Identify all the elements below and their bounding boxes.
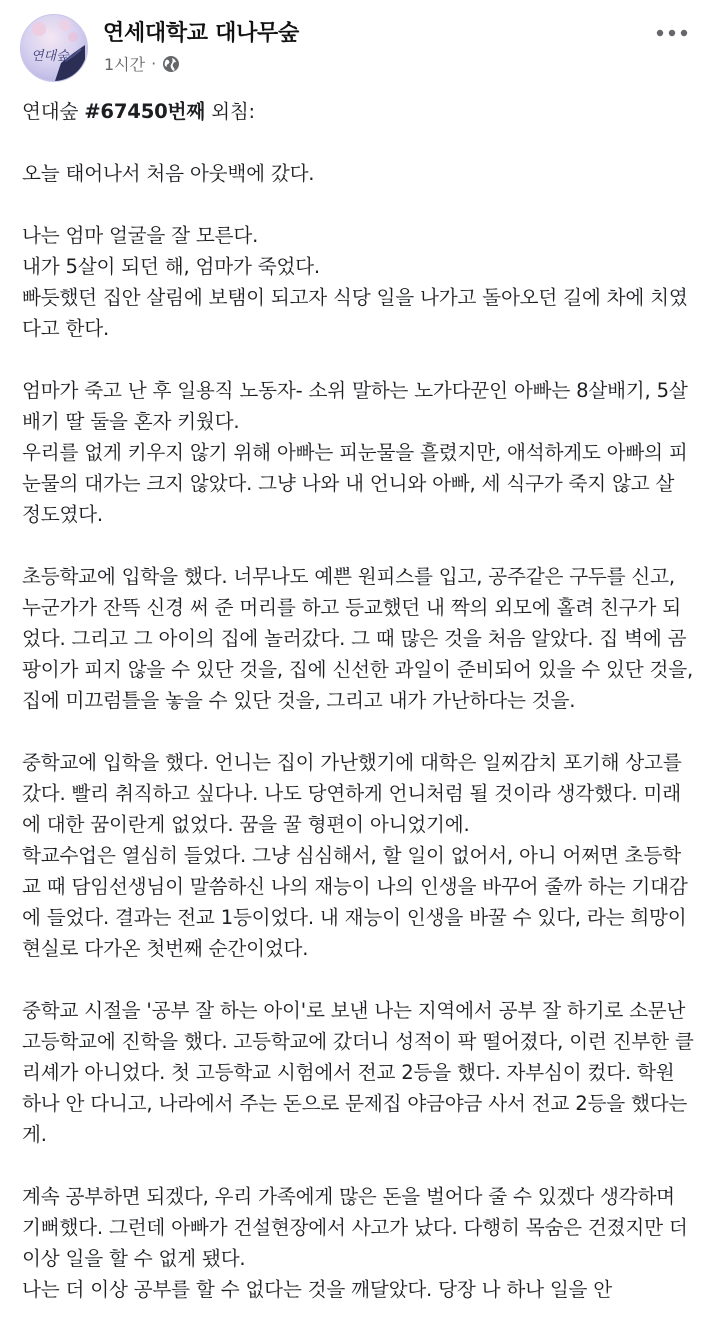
post-number-hashtag[interactable]: #67450번째: [84, 100, 206, 123]
post-line: 우리를 없게 키우지 않기 위해 아빠는 피눈물을 흘렸지만, 애석하게도 아빠의 피눈물의 대가는 크지 않았다. 그냥 나와 내 언니와 아빠, 세 식구가 죽지 않고 살 정도였다.: [22, 441, 688, 526]
post-body: [22, 96, 694, 1332]
post-line: 나는 엄마 얼굴을 잘 모른다.: [22, 224, 259, 247]
post-line: 오늘 태어나서 처음 아웃백에 갔다.: [22, 162, 315, 185]
post-paragraph: [22, 561, 694, 716]
post-line: 빠듯했던 집안 살림에 보탬이 되고자 식당 일을 나가고 돌아오던 길에 차에 치였다고 한다.: [22, 286, 688, 340]
post-paragraph: [22, 747, 694, 964]
post-line: 내가 5살이 되던 해, 엄마가 죽었다.: [22, 255, 320, 278]
avatar-text: 연대숲: [31, 49, 69, 64]
post-line: 중학교에 입학을 했다. 언니는 집이 가난했기에 대학은 일찌감치 포기해 상고를 갔다. 빨리 취직하고 싶다나. 나도 당연하게 언니처럼 될 것이라 생각했다. 미래에 대한 꿈이란게 없었다. 꿈을 꿀 형편이 아니었기에.: [22, 751, 682, 836]
post-paragraph: [22, 220, 694, 344]
post-paragraphs: [22, 158, 694, 1305]
page-name[interactable]: 연세대학교 대나무숲: [103, 21, 299, 46]
post-line: 초등학교에 입학을 했다. 너무나도 예쁜 원피스를 입고, 공주같은 구두를 신고, 누군가가 잔뜩 신경 써 준 머리를 하고 등교했던 내 짝의 외모에 홀려 친구가 되었다. 그리고 그 아이의 집에 놀러갔다. 그 때 많은 것을 처음 알았다. 집 벽에 곰팡이가 피지 않을 수 있단 것을, 집에 신선한 과일이 준비되어 있을 수 있단 것을, 집에 미끄럼틀을 놓을 수 있단 것을, 그리고 내가 가난하다는 것을.: [22, 565, 693, 712]
more-horizontal-icon: [656, 29, 688, 37]
post-line: 계속 공부하면 되겠다, 우리 가족에게 많은 돈을 벌어다 줄 수 있겠다 생각하며 기뻐했다. 그런데 아빠가 건설현장에서 사고가 났다. 다행히 목숨은 건졌지만 더 이상 일을 할 수 없게 됐다.: [22, 1185, 688, 1270]
post-title: [22, 96, 694, 127]
post-header: [0, 0, 710, 88]
post-paragraph: [22, 1181, 694, 1305]
post-time[interactable]: 1시간: [104, 55, 146, 74]
meta-separator: ·: [151, 54, 157, 73]
post-meta: [104, 52, 181, 75]
post-title-suffix: 외침:: [205, 100, 255, 123]
post-line: 나는 더 이상 공부를 할 수 없다는 것을 깨달았다. 당장 나 하나 일을 안: [22, 1278, 613, 1301]
post-paragraph: [22, 158, 694, 189]
page-avatar[interactable]: [20, 14, 88, 82]
more-options-button[interactable]: [652, 18, 692, 48]
avatar-image: [21, 15, 87, 81]
post-paragraph: [22, 375, 694, 530]
post-title-prefix: 연대숲: [22, 100, 85, 123]
globe-icon[interactable]: [161, 54, 181, 74]
post-line: 엄마가 죽고 난 후 일용직 노동자- 소위 말하는 노가다꾼인 아빠는 8살배기, 5살배기 딸 둘을 혼자 키웠다.: [22, 379, 688, 433]
post-line: 학교수업은 열심히 들었다. 그냥 심심해서, 할 일이 없어서, 아니 어쩌면 초등학교 때 담임선생님이 말씀하신 나의 재능이 나의 인생을 바꾸어 줄까 하는 기대감에 들었다. 결과는 전교 1등이었다. 내 재능이 인생을 바꿀 수 있다, 라는 희망이 현실로 다가온 첫번째 순간이었다.: [22, 844, 688, 960]
post-line: 중학교 시절을 '공부 잘 하는 아이'로 보낸 나는 지역에서 공부 잘 하기로 소문난 고등학교에 진학을 했다. 고등학교에 갔더니 성적이 팍 떨어졌다, 이런 진부한 클리셰가 아니었다. 첫 고등학교 시험에서 전교 2등을 했다. 자부심이 컸다. 학원 하나 안 다니고, 나라에서 주는 돈으로 문제집 야금야금 사서 전교 2등을 했다는 게.: [22, 999, 694, 1146]
post-paragraph: [22, 995, 694, 1150]
